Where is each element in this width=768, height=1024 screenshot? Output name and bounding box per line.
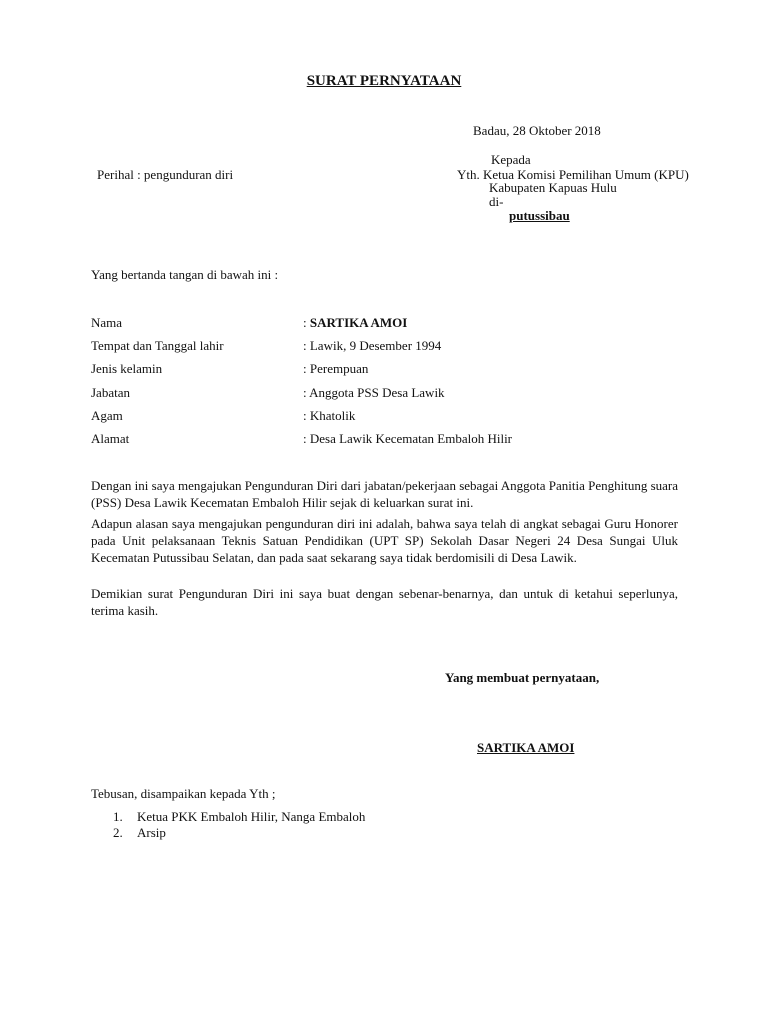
identity-name-value: SARTIKA AMOI <box>309 315 408 330</box>
identity-row-address <box>0 431 768 447</box>
list-text: Ketua PKK Embaloh Hilir, Nanga Embaloh <box>137 809 366 824</box>
recipient-city: putussibau <box>509 208 570 223</box>
identity-row-birth <box>0 338 768 354</box>
body-paragraph-3: Demikian surat Pengunduran Diri ini saya buat dengan sebenar-benarnya, dan untuk di ketahui seperlunya, terima kasih. <box>91 586 678 618</box>
recipient-kepada: Kepada <box>491 152 531 167</box>
signature-name: SARTIKA AMOI <box>477 740 575 755</box>
identity-row-position <box>0 385 768 401</box>
cc-list <box>113 809 365 841</box>
identity-label: Agam <box>91 408 123 423</box>
identity-label: Alamat <box>91 431 130 446</box>
identity-label: Jenis kelamin <box>91 361 163 376</box>
identity-value: : Anggota PSS Desa Lawik <box>303 385 445 400</box>
identity-value: : Khatolik <box>303 408 356 423</box>
recipient-line-2: Kabupaten Kapuas Hulu <box>489 180 617 195</box>
subject-line: Perihal : pengunduran diri <box>97 167 234 182</box>
recipient-line-1: Yth. Ketua Komisi Pemilihan Umum (KPU) <box>457 167 689 182</box>
identity-value: : Desa Lawik Kecematan Embaloh Hilir <box>303 431 513 446</box>
list-number: 2. <box>113 825 123 840</box>
document-title: SURAT PERNYATAAN <box>306 73 462 89</box>
identity-value: : SARTIKA AMOI <box>303 315 408 330</box>
body-paragraph-1: Dengan ini saya mengajukan Pengunduran Diri dari jabatan/pekerjaan sebagai Anggota Panitia Penghitung suara (PSS) Desa Lawik Kecematan Embaloh Hilir sejak di keluarkan surat ini. <box>91 478 678 510</box>
list-item <box>113 809 365 825</box>
body-paragraph-2: Adapun alasan saya mengajukan pengunduran diri ini adalah, bahwa saya telah di angkat sebagai Guru Honorer pada Unit pelaksanaan Teknis Satuan Pendidikan (UPT SP) Sekolah Dasar Negeri 24 Desa Sungai Uluk Kecematan Putussibau Selatan, dan pada saat sekarang saya tidak berdomisili di Desa Lawik. <box>91 516 678 565</box>
intro-text: Yang bertanda tangan di bawah ini : <box>91 267 279 282</box>
identity-label: Nama <box>91 315 123 330</box>
list-item <box>113 825 365 841</box>
cc-heading: Tebusan, disampaikan kepada Yth ; <box>91 786 276 801</box>
identity-value: : Perempuan <box>303 361 369 376</box>
identity-label: Jabatan <box>91 385 130 400</box>
place-date: Badau, 28 Oktober 2018 <box>473 123 601 138</box>
identity-row-gender <box>0 361 768 377</box>
identity-row-religion <box>0 408 768 424</box>
signature-label: Yang membuat pernyataan, <box>445 670 600 685</box>
identity-row-nama <box>0 315 768 331</box>
list-number: 1. <box>113 809 123 824</box>
list-text: Arsip <box>137 825 166 840</box>
identity-label: Tempat dan Tanggal lahir <box>91 338 224 353</box>
identity-value: : Lawik, 9 Desember 1994 <box>303 338 442 353</box>
recipient-line-3: di- <box>489 194 504 209</box>
